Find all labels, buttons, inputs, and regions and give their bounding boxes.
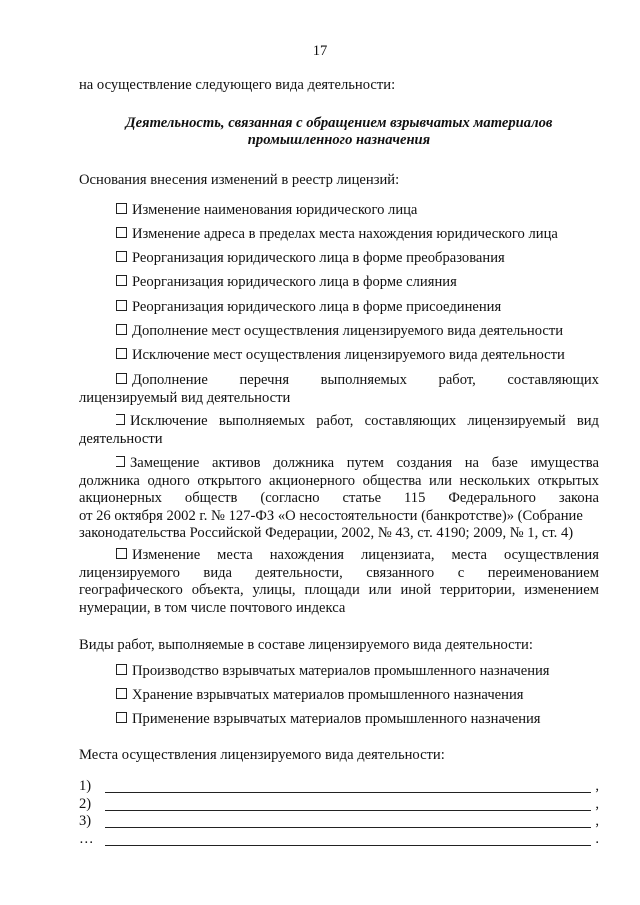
checkbox-icon[interactable] <box>116 373 127 384</box>
place-entry-1[interactable] <box>79 778 599 796</box>
word: географического <box>79 582 183 598</box>
paragraph-line <box>79 490 599 508</box>
word: лицензируемый <box>467 413 566 429</box>
word: открытых <box>537 472 599 489</box>
word: нахождения <box>269 547 344 563</box>
blank-line[interactable] <box>105 792 591 793</box>
word: имущества <box>530 455 599 471</box>
paragraph-line <box>79 582 599 600</box>
word: составляющих <box>507 372 599 388</box>
place-number: 3) <box>79 813 92 829</box>
ground-label: Изменение адреса в пределах места нахождения юридического лица <box>132 226 558 242</box>
word-text: Замещение <box>130 455 200 471</box>
place-entry-more[interactable] <box>79 831 599 849</box>
word: переименованием <box>487 564 599 581</box>
checkbox-icon[interactable] <box>116 414 125 425</box>
checkbox-icon[interactable] <box>116 227 127 238</box>
work-option-production[interactable] <box>116 663 550 680</box>
checkbox-icon[interactable] <box>116 251 127 262</box>
paragraph-line <box>79 473 599 491</box>
word: места <box>217 547 253 563</box>
word: нескольких <box>459 472 531 489</box>
ground-option-address[interactable] <box>116 226 558 243</box>
grounds-heading: Основания внесения изменений в реестр лицензий: <box>79 172 400 188</box>
word: вида <box>203 564 233 581</box>
place-number: 1) <box>79 778 92 794</box>
ground-label: Изменение наименования юридического лица <box>132 202 418 218</box>
word <box>116 372 208 390</box>
paragraph-line: законодательства Российской Федерации, 2002, № 43, ст. 4190; 2009, № 1, ст. 4) <box>79 525 574 541</box>
work-label: Производство взрывчатых материалов промышленного назначения <box>132 663 550 679</box>
word: изменением <box>524 582 599 598</box>
word: должника <box>79 472 140 489</box>
word: деятельности, <box>255 564 343 581</box>
paragraph-line <box>79 413 599 431</box>
ground-label: Реорганизация юридического лица в форме слияния <box>132 274 457 290</box>
ground-option-rename[interactable] <box>116 202 417 219</box>
word: должника <box>273 455 335 471</box>
blank-line[interactable] <box>105 827 591 828</box>
page-number: 17 <box>312 43 328 59</box>
checkbox-icon[interactable] <box>116 688 127 699</box>
place-entry-3[interactable] <box>79 813 599 831</box>
ground-option-remove-works[interactable] <box>79 413 599 448</box>
place-number: 2) <box>79 796 92 812</box>
word: перечня <box>239 372 290 388</box>
work-option-application[interactable] <box>116 711 541 728</box>
ground-option-accession[interactable] <box>116 299 501 316</box>
word-text: Изменение <box>132 547 201 563</box>
word: путем <box>346 455 384 471</box>
checkbox-icon[interactable] <box>116 203 127 214</box>
word: или <box>368 582 392 598</box>
work-label: Хранение взрывчатых материалов промышленного назначения <box>132 687 524 703</box>
word: иной <box>400 582 432 598</box>
paragraph-line: лицензируемый вид деятельности <box>79 389 291 406</box>
ground-label: Исключение мест осуществления лицензируемого вида деятельности <box>132 347 565 363</box>
work-option-storage[interactable] <box>116 687 523 704</box>
word: лицензиата, <box>360 547 435 563</box>
activity-title-line-2: промышленного назначения <box>247 132 431 148</box>
paragraph-line <box>79 565 599 583</box>
word <box>116 455 199 473</box>
ground-option-remove-places[interactable] <box>116 347 565 364</box>
word: Федерального <box>448 490 536 506</box>
activity-title-line-1: Деятельность, связанная с обращением взрывчатых материалов <box>125 115 553 131</box>
place-number: … <box>79 831 94 847</box>
paragraph-line: от 26 октября 2002 г. № 127-ФЗ «О несостоятельности (банкротстве)» (Собрание <box>79 507 583 524</box>
ground-option-merger[interactable] <box>116 274 457 291</box>
word: связанного <box>366 564 435 581</box>
word: базе <box>491 455 518 471</box>
word: создания <box>396 455 453 471</box>
word: составляющих <box>364 413 457 429</box>
word: с <box>457 564 465 581</box>
ground-option-asset-replacement[interactable] <box>79 455 599 543</box>
checkbox-icon[interactable] <box>116 712 127 723</box>
word: объекта, <box>191 582 244 598</box>
word: статье <box>342 490 382 506</box>
paragraph-line <box>79 455 599 473</box>
place-entry-2[interactable] <box>79 796 599 814</box>
ground-label: Дополнение мест осуществления лицензируемого вида деятельности <box>132 323 564 339</box>
paragraph-line <box>79 372 599 390</box>
ground-label: Реорганизация юридического лица в форме преобразования <box>132 250 505 266</box>
word: осуществления <box>503 547 599 563</box>
ground-option-add-works[interactable] <box>79 372 599 407</box>
word: выполняемых <box>320 372 407 388</box>
checkbox-icon[interactable] <box>116 275 127 286</box>
word: 115 <box>404 490 426 506</box>
ground-option-add-places[interactable] <box>116 323 563 340</box>
word: улицы, <box>252 582 296 598</box>
blank-line[interactable] <box>105 845 591 846</box>
ground-label: Реорганизация юридического лица в форме присоединения <box>132 299 502 315</box>
word: работ, <box>438 372 476 388</box>
intro-text: на осуществление следующего вида деятельности: <box>79 77 396 93</box>
word: открытого <box>197 472 262 489</box>
word: на <box>464 455 480 471</box>
word: выполняемых <box>218 413 306 429</box>
checkbox-icon[interactable] <box>116 456 125 467</box>
word: места <box>451 547 488 563</box>
checkbox-icon[interactable] <box>116 548 127 559</box>
word: (согласно <box>260 490 320 506</box>
word-text: Исключение <box>130 413 208 429</box>
word: акционерных <box>79 490 162 506</box>
place-punctuation: , <box>595 796 599 812</box>
word: одного <box>147 472 190 489</box>
paragraph-line <box>79 547 599 565</box>
place-punctuation: , <box>595 813 599 829</box>
word: или <box>429 472 452 489</box>
blank-line[interactable] <box>105 810 591 811</box>
ground-option-location-change[interactable] <box>79 547 599 617</box>
checkbox-icon[interactable] <box>116 664 127 675</box>
paragraph-line: нумерации, в том числе почтового индекса <box>79 599 346 616</box>
work-label: Применение взрывчатых материалов промышленного назначения <box>132 711 541 727</box>
word <box>116 547 200 565</box>
word: закона <box>558 490 599 506</box>
word: вид <box>576 413 599 429</box>
word: лицензируемого <box>79 564 180 581</box>
works-heading: Виды работ, выполняемые в составе лицензируемого вида деятельности: <box>79 637 533 653</box>
word: обществ <box>184 490 238 506</box>
checkbox-icon[interactable] <box>116 348 127 359</box>
word: акционерного <box>268 472 356 489</box>
place-punctuation: , <box>595 778 599 794</box>
checkbox-icon[interactable] <box>116 324 127 335</box>
paragraph-line: деятельности <box>79 430 163 447</box>
word: работ, <box>316 413 354 429</box>
word-text: Дополнение <box>132 372 208 388</box>
word: общества <box>362 472 422 489</box>
word: активов <box>211 455 261 471</box>
word: площади <box>304 582 360 598</box>
checkbox-icon[interactable] <box>116 300 127 311</box>
place-punctuation: . <box>595 831 599 847</box>
places-heading: Места осуществления лицензируемого вида деятельности: <box>79 747 445 763</box>
word <box>116 413 208 431</box>
word: территории, <box>440 582 516 598</box>
ground-option-transformation[interactable] <box>116 250 505 267</box>
